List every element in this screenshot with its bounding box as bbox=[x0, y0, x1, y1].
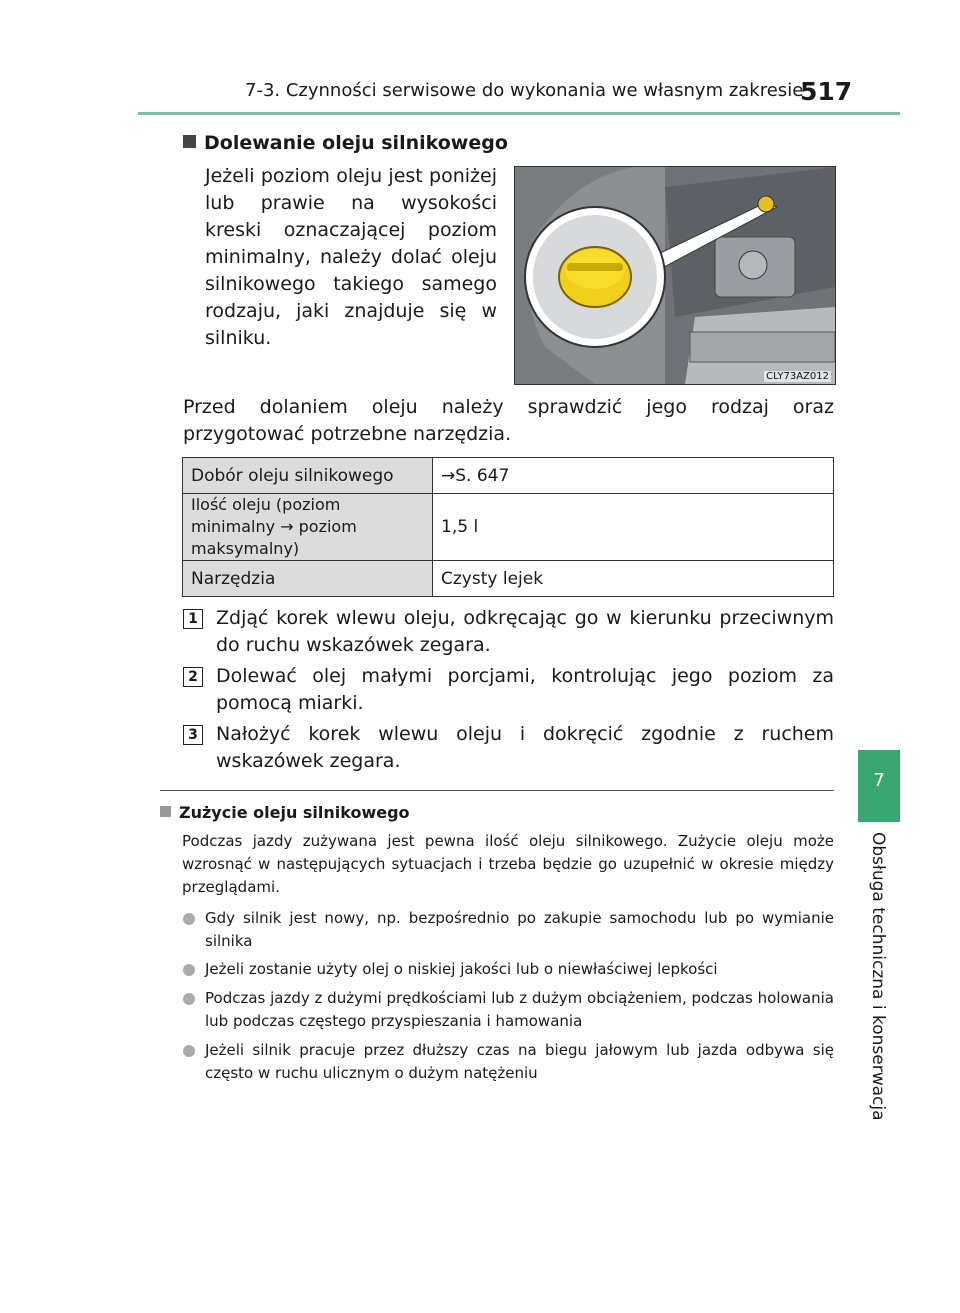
prep-paragraph: Przed dolaniem oleju należy sprawdzić jego rodzaj oraz przygotować potrzebne narzędzia. bbox=[183, 396, 834, 445]
header-rule bbox=[138, 112, 900, 115]
step-2 bbox=[183, 663, 834, 717]
bullet-dot-icon bbox=[183, 964, 195, 976]
step-text: Nałożyć korek wlewu oleju i dokręcić zgodnie z ruchem wskazówek zegara. bbox=[216, 723, 834, 772]
section-heading-text: Dolewanie oleju silnikowego bbox=[204, 132, 508, 154]
list-item-text: Jeżeli silnik pracuje przez dłuższy czas na biegu jałowym lub jazda odbywa się często w ruchu ulicznym o dużym natężeniu bbox=[205, 1041, 834, 1082]
engine-bay-illustration bbox=[515, 167, 835, 384]
square-bullet-icon bbox=[160, 806, 171, 817]
table-label: Dobór oleju silnikowego bbox=[183, 458, 433, 494]
step-1 bbox=[183, 605, 834, 659]
oil-spec-table bbox=[182, 457, 834, 597]
note-heading bbox=[160, 803, 410, 822]
square-bullet-icon bbox=[183, 135, 196, 148]
table-value: →S. 647 bbox=[433, 458, 834, 494]
figure-code: CLY73AZ012 bbox=[766, 371, 829, 382]
table-value: Czysty lejek bbox=[433, 561, 834, 597]
table-label: Ilość oleju (poziom minimalny → poziom maksymalny) bbox=[183, 494, 433, 561]
list-item bbox=[182, 907, 834, 953]
list-item-text: Gdy silnik jest nowy, np. bezpośrednio po zakupie samochodu lub po wymianie silnika bbox=[205, 909, 834, 950]
table-row bbox=[183, 458, 834, 494]
table-label: Narzędzia bbox=[183, 561, 433, 597]
bullet-dot-icon bbox=[183, 993, 195, 1005]
bullet-dot-icon bbox=[183, 1045, 195, 1057]
page-number: 517 bbox=[800, 77, 853, 106]
list-item bbox=[182, 1039, 834, 1085]
list-item bbox=[182, 958, 834, 981]
running-header: 7-3. Czynności serwisowe do wykonania we własnym zakresie bbox=[245, 80, 804, 101]
list-item-text: Podczas jazdy z dużymi prędkościami lub z dużym obciążeniem, podczas holowania lub podczas częstego przyspieszania i hamowania bbox=[205, 989, 834, 1030]
step-text: Zdjąć korek wlewu oleju, odkręcając go w kierunku przeciwnym do ruchu wskazówek zegara. bbox=[216, 607, 834, 656]
chapter-title-text: Obsługa techniczna i konserwacja bbox=[868, 832, 888, 1121]
table-value: 1,5 l bbox=[433, 494, 834, 561]
bullet-dot-icon bbox=[183, 913, 195, 925]
step-number: 2 bbox=[183, 667, 203, 687]
step-number: 3 bbox=[183, 725, 203, 745]
chapter-title bbox=[866, 832, 892, 1122]
step-3 bbox=[183, 721, 834, 775]
intro-paragraph: Jeżeli poziom oleju jest poniżej lub prawie na wysokości kreski oznaczającej poziom minimalny, należy dolać oleju silnikowego takiego samego rodzaju, jaki znajduje się w silniku. bbox=[205, 165, 497, 349]
section-heading bbox=[183, 132, 508, 154]
step-text: Dolewać olej małymi porcjami, kontrolując jego poziom za pomocą miarki. bbox=[216, 665, 834, 714]
note-paragraph: Podczas jazdy zużywana jest pewna ilość oleju silnikowego. Zużycie oleju może wzrosnąć w następujących sytuacjach i trzeba będzie go uzupełnić w okresie między przeglądami. bbox=[182, 832, 834, 896]
table-row bbox=[183, 561, 834, 597]
note-divider bbox=[160, 790, 834, 791]
note-heading-text: Zużycie oleju silnikowego bbox=[179, 803, 410, 822]
chapter-tab: 7 bbox=[858, 750, 900, 822]
list-item bbox=[182, 987, 834, 1033]
table-row bbox=[183, 494, 834, 561]
list-item-text: Jeżeli zostanie użyty olej o niskiej jakości lub o niewłaściwej lepkości bbox=[205, 960, 718, 978]
step-number: 1 bbox=[183, 609, 203, 629]
engine-oil-cap-figure bbox=[514, 166, 836, 385]
